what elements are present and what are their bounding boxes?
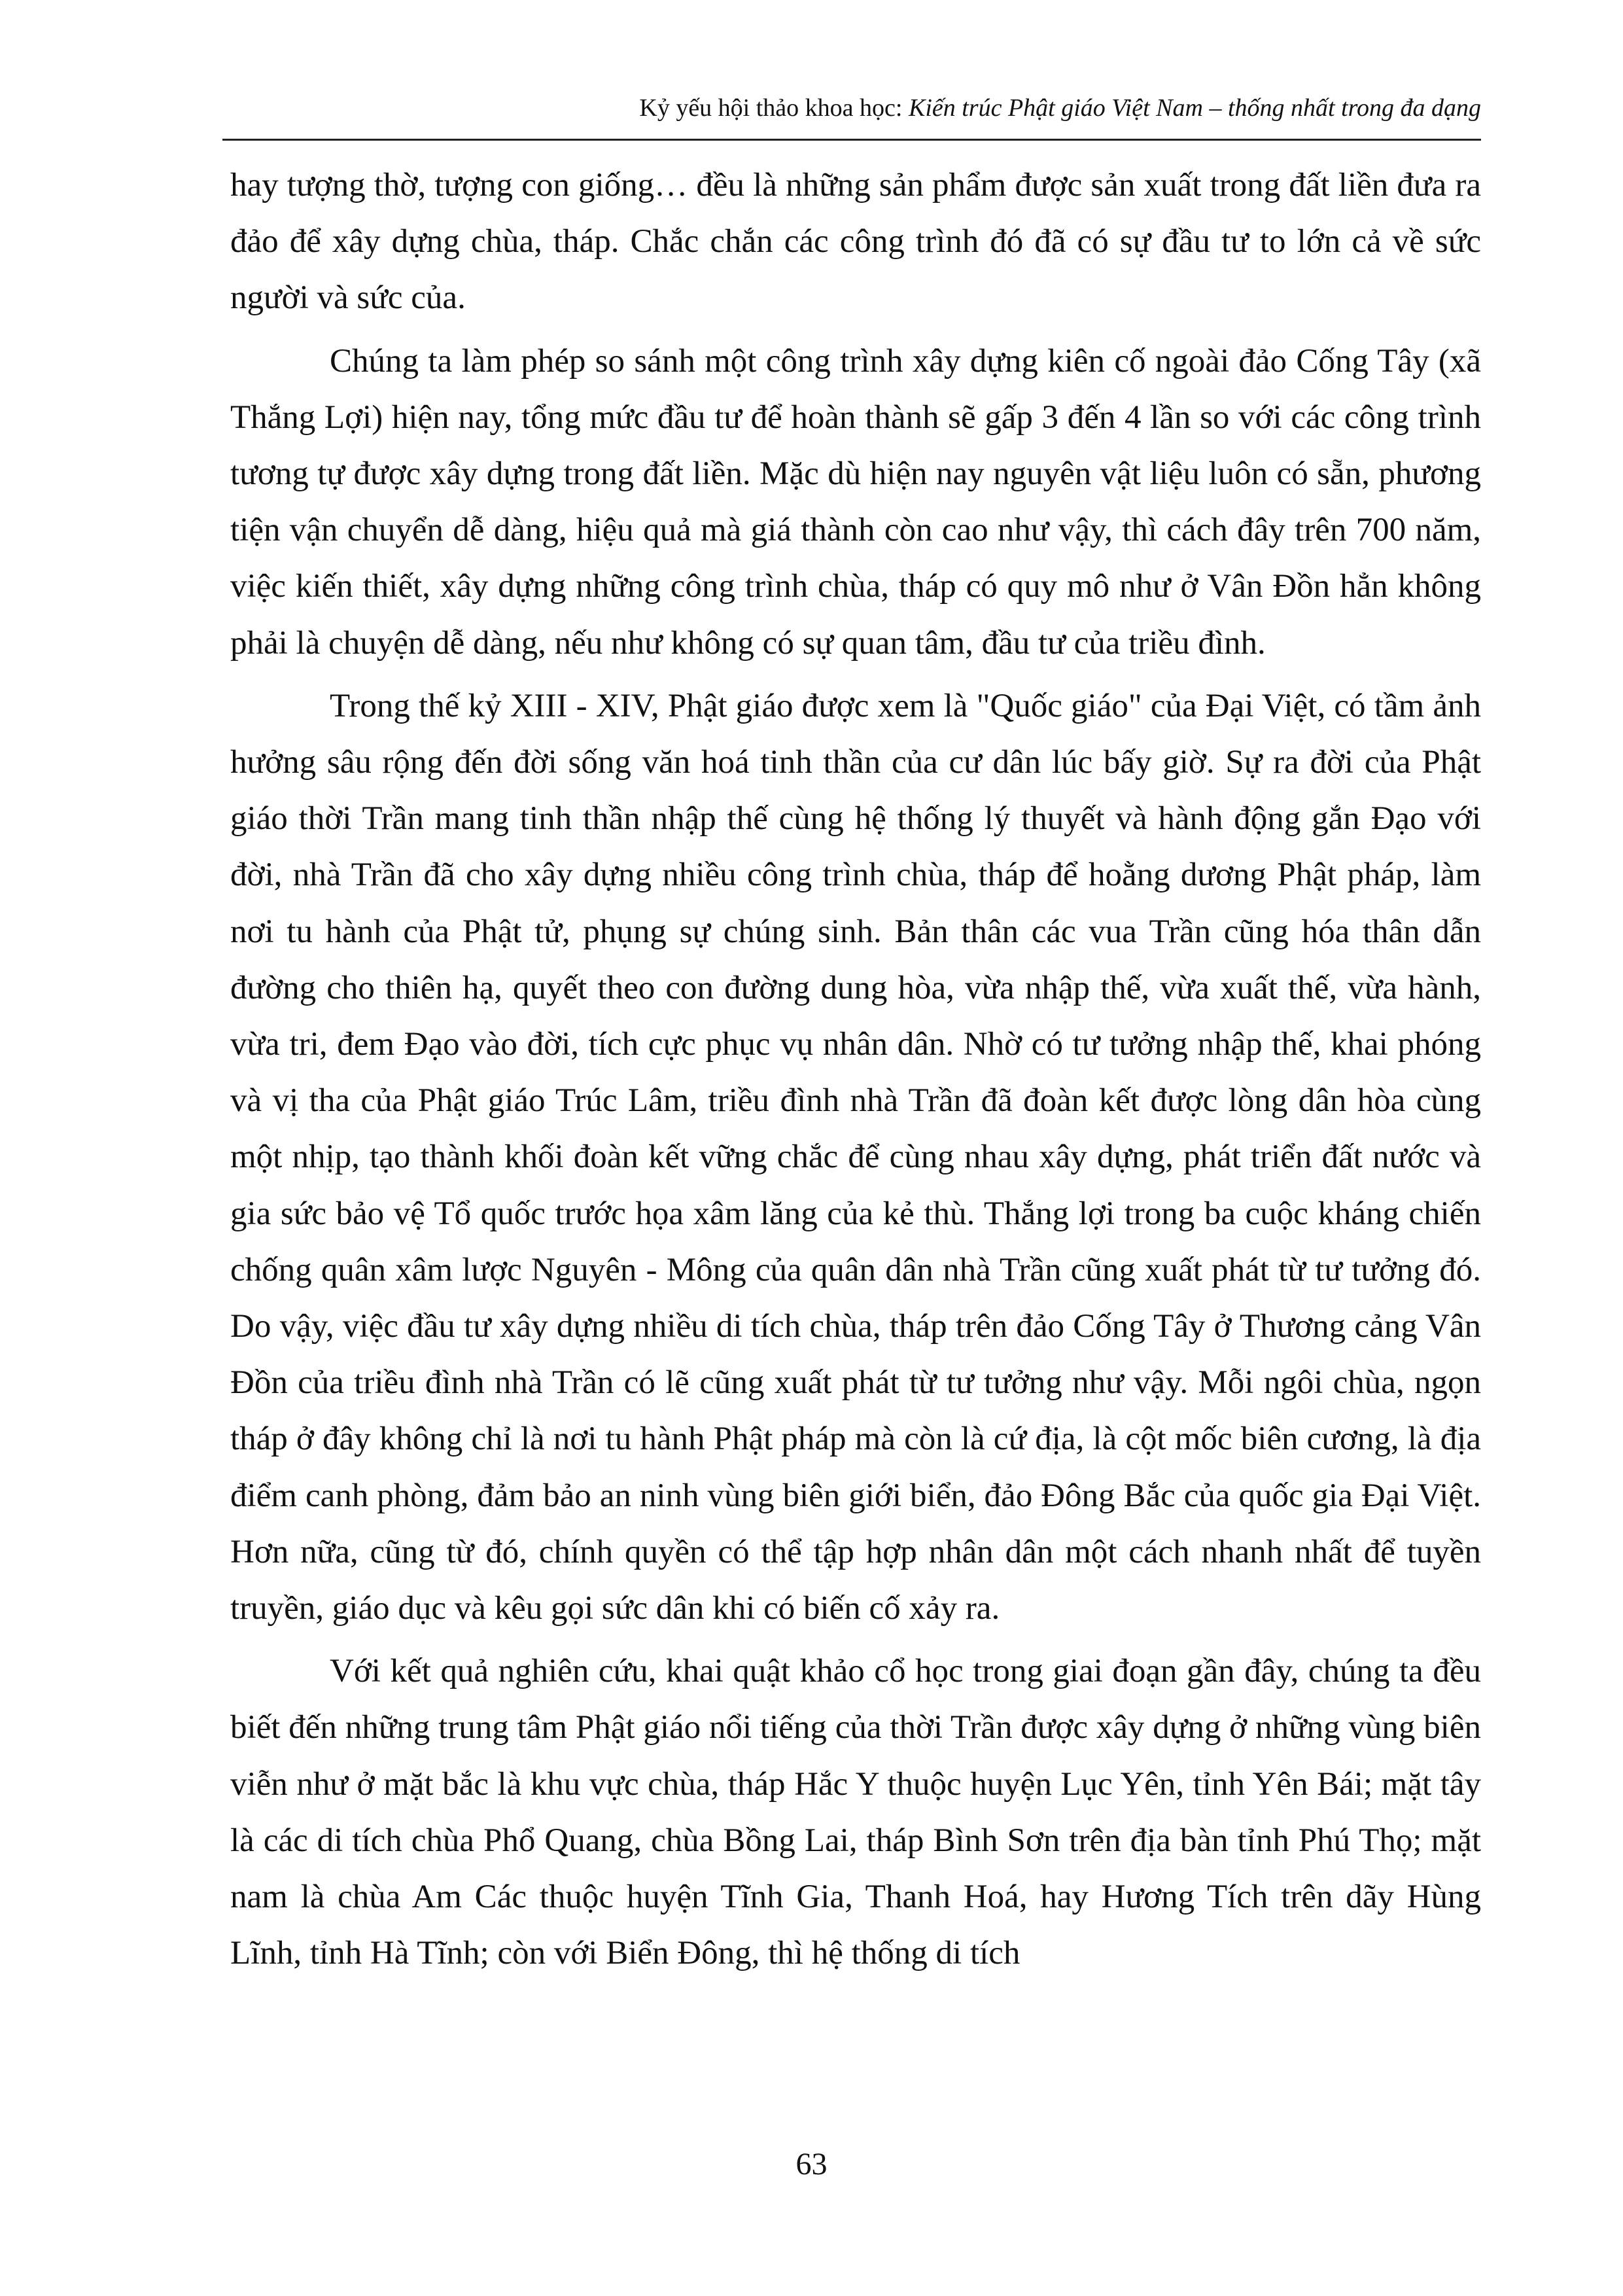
header-title: Kiến trúc Phật giáo Việt Nam – thống nhất trong đa dạng bbox=[908, 94, 1481, 122]
running-header bbox=[222, 92, 1481, 124]
header-prefix: Kỷ yếu hội thảo khoa học: bbox=[639, 94, 909, 122]
paragraph-1: hay tượng thờ, tượng con giống… đều là những sản phẩm được sản xuất trong đất liền đưa ra đảo để xây dựng chùa, tháp. Chắc chắn các công trình đó đã có sự đầu tư to lớn cả về sức người và sức của. bbox=[230, 167, 1481, 317]
article-body bbox=[230, 157, 1481, 1988]
header-divider bbox=[222, 139, 1481, 141]
paragraph-4: Với kết quả nghiên cứu, khai quật khảo cổ học trong giai đoạn gần đây, chúng ta đều biết đến những trung tâm Phật giáo nổi tiếng của thời Trần được xây dựng ở những vùng biên viễn như ở mặt bắc là khu vực chùa, tháp Hắc Y thuộc huyện Lục Yên, tỉnh Yên Bái; mặt tây là các di tích chùa Phổ Quang, chùa Bồng Lai, tháp Bình Sơn trên địa bàn tỉnh Phú Thọ; mặt nam là chùa Am Các thuộc huyện Tĩnh Gia, Thanh Hoá, hay Hương Tích trên dãy Hùng Lĩnh, tỉnh Hà Tĩnh; còn với Biển Đông, thì hệ thống di tích bbox=[230, 1653, 1481, 1972]
paragraph-2: Chúng ta làm phép so sánh một công trình xây dựng kiên cố ngoài đảo Cống Tây (xã Thắng Lợi) hiện nay, tổng mức đầu tư để hoàn thành sẽ gấp 3 đến 4 lần so với các công trình tương tự được xây dựng trong đất liền. Mặc dù hiện nay nguyên vật liệu luôn có sẵn, phương tiện vận chuyển dễ dàng, hiệu quả mà giá thành còn cao như vậy, thì cách đây trên 700 năm, việc kiến thiết, xây dựng những công trình chùa, tháp có quy mô như ở Vân Đồn hẳn không phải là chuyện dễ dàng, nếu như không có sự quan tâm, đầu tư của triều đình. bbox=[230, 342, 1481, 662]
paragraph-3: Trong thế kỷ XIII - XIV, Phật giáo được xem là "Quốc giáo" của Đại Việt, có tầm ảnh hưởng sâu rộng đến đời sống văn hoá tinh thần của cư dân lúc bấy giờ. Sự ra đời của Phật giáo thời Trần mang tinh thần nhập thế cùng hệ thống lý thuyết và hành động gắn Đạo với đời, nhà Trần đã cho xây dựng nhiều công trình chùa, tháp để hoằng dương Phật pháp, làm nơi tu hành của Phật tử, phụng sự chúng sinh. Bản thân các vua Trần cũng hóa thân dẫn đường cho thiên hạ, quyết theo con đường dung hòa, vừa nhập thế, vừa xuất thế, vừa hành, vừa tri, đem Đạo vào đời, tích cực phục vụ nhân dân. Nhờ có tư tưởng nhập thế, khai phóng và vị tha của Phật giáo Trúc Lâm, triều đình nhà Trần đã đoàn kết được lòng dân hòa cùng một nhịp, tạo thành khối đoàn kết vững chắc để cùng nhau xây dựng, phát triển đất nước và gia sức bảo vệ Tổ quốc trước họa xâm lăng của kẻ thù. Thắng lợi trong ba cuộc kháng chiến chống quân xâm lược Nguyên - Mông của quân dân nhà Trần cũng xuất phát từ tư tưởng đó. Do vậy, việc đầu tư xây dựng nhiều di tích chùa, tháp trên đảo Cống Tây ở Thương cảng Vân Đồn của triều đình nhà Trần có lẽ cũng xuất phát từ tư tưởng như vậy. Mỗi ngôi chùa, ngọn tháp ở đây không chỉ là nơi tu hành Phật pháp mà còn là cứ địa, là cột mốc biên cương, là địa điểm canh phòng, đảm bảo an ninh vùng biên giới biển, đảo Đông Bắc của quốc gia Đại Việt. Hơn nữa, cũng từ đó, chính quyền có thể tập hợp nhân dân một cách nhanh nhất để tuyền truyền, giáo dục và kêu gọi sức dân khi có biến cố xảy ra. bbox=[230, 687, 1481, 1627]
page-number: 63 bbox=[795, 2147, 828, 2181]
